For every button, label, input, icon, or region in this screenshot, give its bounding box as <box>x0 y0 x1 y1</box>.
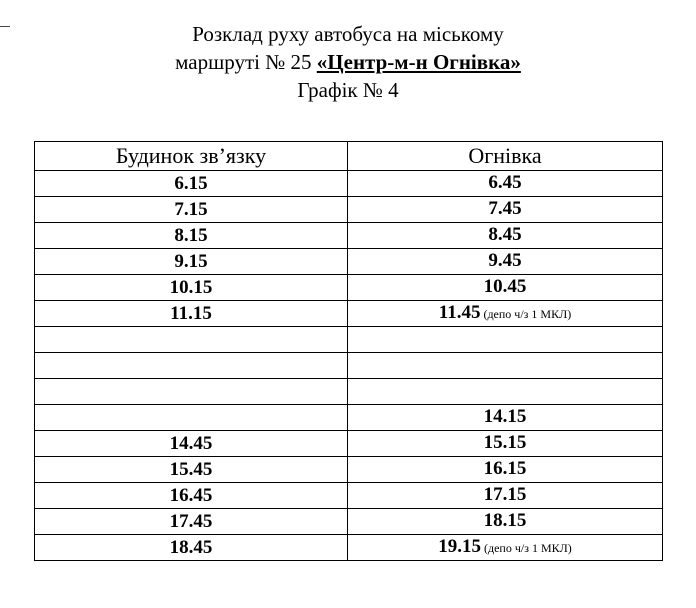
schedule-body <box>35 171 663 561</box>
destination-cell <box>348 197 663 223</box>
destination-time: 18.15 <box>483 510 527 531</box>
table-row <box>35 431 663 457</box>
table-row <box>35 457 663 483</box>
destination-time: 16.15 <box>483 458 527 479</box>
column-header-origin: Будинок зв’язку <box>35 142 348 171</box>
origin-time: 16.45 <box>35 483 348 509</box>
table-row <box>35 405 663 431</box>
destination-cell <box>348 457 663 483</box>
origin-time: 9.15 <box>35 249 348 275</box>
origin-time: 6.15 <box>35 171 348 197</box>
destination-cell <box>348 301 663 327</box>
table-row <box>35 535 663 561</box>
destination-time: 11.45 <box>438 302 481 323</box>
destination-time: 15.15 <box>483 432 527 453</box>
column-header-destination: Огнівка <box>348 142 663 171</box>
destination-cell <box>348 431 663 457</box>
depot-note: (депо ч/з 1 МКЛ) <box>480 307 572 321</box>
table-row <box>35 353 663 379</box>
origin-time: 15.45 <box>35 457 348 483</box>
origin-time <box>35 379 348 405</box>
destination-cell <box>348 275 663 301</box>
origin-time: 7.15 <box>35 197 348 223</box>
destination-time: 6.45 <box>488 172 522 193</box>
title-line-2 <box>0 48 696 76</box>
destination-cell <box>348 171 663 197</box>
schedule-table <box>34 141 663 561</box>
destination-time: 19.15 <box>438 536 481 557</box>
destination-time: 10.45 <box>483 276 527 297</box>
schedule-header <box>0 20 696 104</box>
origin-time: 14.45 <box>35 431 348 457</box>
origin-time: 11.15 <box>35 301 348 327</box>
depot-note: (депо ч/з 1 МКЛ) <box>480 541 572 555</box>
table-row <box>35 223 663 249</box>
origin-time: 8.15 <box>35 223 348 249</box>
table-row <box>35 171 663 197</box>
origin-time: 18.45 <box>35 535 348 561</box>
destination-cell <box>348 405 663 431</box>
destination-cell <box>348 327 663 353</box>
destination-cell <box>348 509 663 535</box>
destination-time: 17.15 <box>483 484 527 505</box>
origin-time: 10.15 <box>35 275 348 301</box>
table-row <box>35 249 663 275</box>
table-row <box>35 275 663 301</box>
table-row <box>35 483 663 509</box>
title-line-1: Розклад руху автобуса на міському <box>192 22 504 46</box>
destination-time: 9.45 <box>488 250 522 271</box>
destination-cell <box>348 223 663 249</box>
table-row <box>35 301 663 327</box>
destination-cell <box>348 379 663 405</box>
destination-cell <box>348 483 663 509</box>
destination-cell <box>348 249 663 275</box>
destination-time: 7.45 <box>488 198 522 219</box>
destination-time: 14.15 <box>483 406 527 427</box>
route-name: «Центр-м-н Огнівка» <box>316 50 521 74</box>
table-row <box>35 327 663 353</box>
title-line-2-prefix: маршруті № 25 <box>175 50 317 74</box>
header-row <box>35 142 663 171</box>
table-row <box>35 509 663 535</box>
table-row <box>35 379 663 405</box>
origin-time <box>35 353 348 379</box>
table-row <box>35 197 663 223</box>
destination-cell <box>348 353 663 379</box>
origin-time: 17.45 <box>35 509 348 535</box>
origin-time <box>35 405 348 431</box>
destination-cell <box>348 535 663 561</box>
origin-time <box>35 327 348 353</box>
schedule-number: Графік № 4 <box>297 78 399 102</box>
destination-time: 8.45 <box>488 224 522 245</box>
